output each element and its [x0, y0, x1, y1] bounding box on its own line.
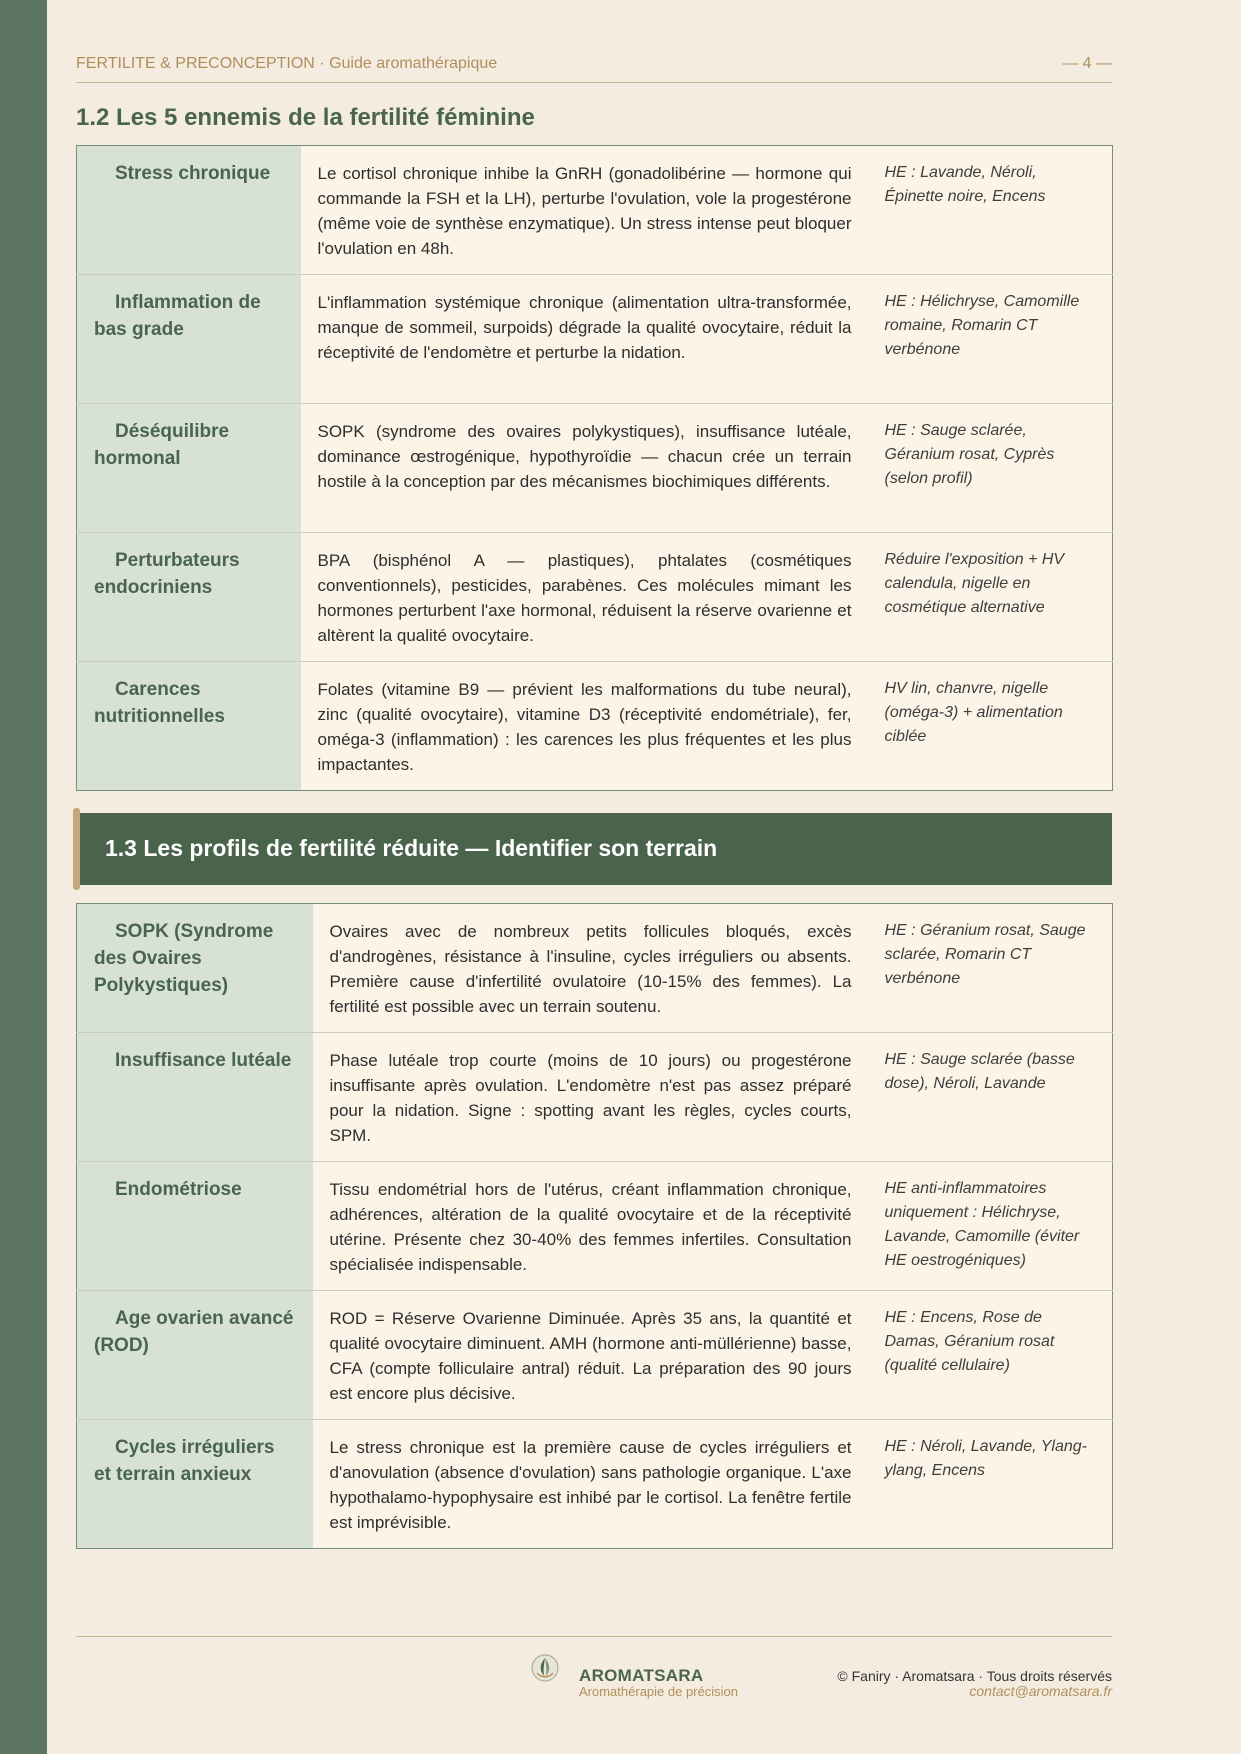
table-row [77, 1420, 1113, 1549]
row-description: Phase lutéale trop courte (moins de 10 jours) ou progestérone insuffisante après ovulation. L'endomètre n'est pas assez préparé pour la nidation. Signe : spotting avant les règles, cycles courts, SPM. [313, 1033, 881, 1162]
section-title-1-3: 1.3 Les profils de fertilité réduite — Identifier son terrain [105, 835, 718, 861]
row-description: Le cortisol chronique inhibe la GnRH (gonadolibérine — hormone qui commande la FSH et la LH), perturbe l'ovulation, vole la progestérone (même voie de synthèse enzymatique). Un stress intense peut bloquer l'ovulation en 48h. [301, 146, 881, 275]
table-row [77, 662, 1113, 791]
row-description: SOPK (syndrome des ovaires polykystiques), insuffisance lutéale, dominance œstrogénique, hypothyroïdie — chacun crée un terrain hostile à la conception par des mécanismes biochimiques différents. [301, 404, 881, 533]
table-row [77, 146, 1113, 275]
profils-table [76, 903, 1113, 1549]
row-label: Cycles irréguliers et terrain anxieux [77, 1420, 313, 1549]
row-description: Folates (vitamine B9 — prévient les malformations du tube neural), zinc (qualité ovocytaire), vitamine D3 (réceptivité endométriale), fer, oméga-3 (inflammation) : les carences les plus fréquentes et les plus impactantes. [301, 662, 881, 791]
table-row [77, 404, 1113, 533]
row-label: Stress chronique [77, 146, 301, 275]
row-remedy: HE : Sauge sclarée, Géranium rosat, Cyprès (selon profil) [881, 404, 1113, 533]
row-description: Ovaires avec de nombreux petits follicules bloqués, excès d'androgènes, résistance à l'insuline, cycles irréguliers ou absents. Première cause d'infertilité ovulatoire (10-15% des femmes). La fertilité est possible avec un terrain soutenu. [313, 904, 881, 1033]
row-label: Déséquilibre hormonal [77, 404, 301, 533]
footer-divider [76, 1636, 1112, 1637]
ennemis-table [76, 145, 1113, 791]
row-remedy: HE : Sauge sclarée (basse dose), Néroli, Lavande [881, 1033, 1113, 1162]
row-description: Le stress chronique est la première cause de cycles irréguliers et d'anovulation (absence d'ovulation) sans pathologie organique. L'axe hypothalamo-hypophysaire est inhibé par le cortisol. La fenêtre fertile est imprévisible. [313, 1420, 881, 1549]
page-number: — 4 — [1062, 55, 1112, 72]
row-label: Age ovarien avancé (ROD) [77, 1291, 313, 1420]
section-banner-1-3 [76, 813, 1112, 885]
row-label: Insuffisance lutéale [77, 1033, 313, 1162]
row-description: ROD = Réserve Ovarienne Diminuée. Après 35 ans, la quantité et qualité ovocytaire diminuent. AMH (hormone anti-müllérienne) basse, CFA (compte folliculaire antral) réduit. La préparation des 90 jours est encore plus décisive. [313, 1291, 881, 1420]
brand-tagline: Aromathérapie de précision [579, 1684, 738, 1699]
row-remedy: HV lin, chanvre, nigelle (oméga-3) + alimentation ciblée [881, 662, 1113, 791]
side-band [0, 0, 47, 1754]
table-row [77, 533, 1113, 662]
running-header [76, 54, 1112, 83]
running-header-title: FERTILITE & PRECONCEPTION · Guide aromathérapique [76, 55, 498, 72]
section-title-1-2: 1.2 Les 5 ennemis de la fertilité féminine [76, 104, 535, 131]
row-label: Inflammation de bas grade [77, 275, 301, 404]
table-row [77, 1291, 1113, 1420]
contact-email: contact@aromatsara.fr [969, 1683, 1112, 1699]
row-description: BPA (bisphénol A — plastiques), phtalates (cosmétiques conventionnels), pesticides, parabènes. Ces molécules mimant les hormones perturbent l'axe hormonal, réduisent la réserve ovarienne et altèrent la qualité ovocytaire. [301, 533, 881, 662]
row-label: Endométriose [77, 1162, 313, 1291]
brand-name: AROMATSARA [579, 1666, 704, 1685]
row-remedy: HE : Encens, Rose de Damas, Géranium rosat (qualité cellulaire) [881, 1291, 1113, 1420]
row-remedy: HE : Lavande, Néroli, Épinette noire, Encens [881, 146, 1113, 275]
row-description: L'inflammation systémique chronique (alimentation ultra-transformée, manque de sommeil, surpoids) dégrade la qualité ovocytaire, réduit la réceptivité de l'endomètre et perturbe la nidation. [301, 275, 881, 404]
table-row [77, 1162, 1113, 1291]
copyright-notice: © Faniry · Aromatsara · Tous droits réservés [837, 1668, 1112, 1684]
table-row [77, 275, 1113, 404]
row-label: SOPK (Syndrome des Ovaires Polykystiques) [77, 904, 313, 1033]
row-remedy: HE : Néroli, Lavande, Ylang-ylang, Encens [881, 1420, 1113, 1549]
row-remedy: Réduire l'exposition + HV calendula, nigelle en cosmétique alternative [881, 533, 1113, 662]
row-remedy: HE anti-inflammatoires uniquement : Hélichryse, Lavande, Camomille (éviter HE oestrogéniques) [881, 1162, 1113, 1291]
row-label: Carences nutritionnelles [77, 662, 301, 791]
banner-accent-bar [73, 808, 80, 890]
table-row [77, 904, 1113, 1033]
row-remedy: HE : Hélichryse, Camomille romaine, Romarin CT verbénone [881, 275, 1113, 404]
table-row [77, 1033, 1113, 1162]
row-description: Tissu endométrial hors de l'utérus, créant inflammation chronique, adhérences, altération de la qualité ovocytaire et de la réceptivité utérine. Présente chez 30-40% des femmes infertiles. Consultation spécialisée indispensable. [313, 1162, 881, 1291]
row-remedy: HE : Géranium rosat, Sauge sclarée, Romarin CT verbénone [881, 904, 1113, 1033]
row-label: Perturbateurs endocriniens [77, 533, 301, 662]
